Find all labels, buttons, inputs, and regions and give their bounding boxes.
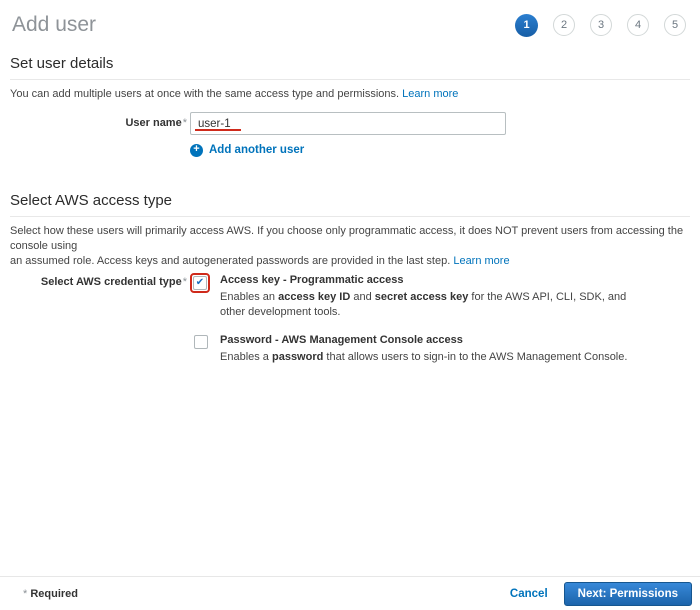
cancel-button[interactable]: Cancel <box>509 587 548 600</box>
section-user-details <box>10 54 690 157</box>
credential-type-row <box>10 273 690 378</box>
username-input-wrap <box>190 112 506 135</box>
wizard-footer <box>0 576 700 610</box>
check-icon: ✔ <box>195 276 205 288</box>
required-note <box>22 588 510 600</box>
access-key-checkbox[interactable] <box>193 276 207 290</box>
section-access-type <box>10 191 690 378</box>
option-password-title: Password - AWS Management Console access <box>220 333 463 346</box>
desc-text-bold: access key ID <box>278 290 351 303</box>
user-details-description <box>10 87 690 102</box>
username-row <box>10 112 690 135</box>
credential-options <box>190 273 627 378</box>
learn-more-link-user-details[interactable]: Learn more <box>402 88 459 100</box>
desc-text: for the AWS API, CLI, SDK, and <box>468 290 627 303</box>
annotation-box <box>190 273 210 293</box>
username-label <box>10 112 187 135</box>
option-access-key-description <box>220 290 626 320</box>
section-divider <box>10 216 690 217</box>
desc-text: and <box>350 290 375 303</box>
access-type-heading: Select AWS access type <box>10 191 173 209</box>
step-3: 3 <box>590 14 612 36</box>
required-asterisk: * <box>182 275 187 288</box>
section-divider <box>10 79 690 80</box>
username-input[interactable] <box>190 112 506 135</box>
required-asterisk: * <box>182 117 187 129</box>
password-checkbox[interactable] <box>194 335 208 349</box>
plus-circle-icon: + <box>190 144 203 157</box>
desc-text: other development tools. <box>220 305 341 318</box>
add-another-user-link[interactable] <box>190 144 304 157</box>
checkbox-column <box>190 273 220 320</box>
step-1-active: 1 <box>515 14 538 37</box>
page-title: Add user <box>12 13 97 36</box>
step-indicator <box>515 14 686 37</box>
page-header <box>10 10 690 38</box>
user-details-heading: Set user details <box>10 55 114 72</box>
add-another-user-label: Add another user <box>209 144 305 156</box>
option-password-description <box>220 350 627 365</box>
desc-text: Enables an <box>220 290 279 303</box>
learn-more-link-access-type[interactable]: Learn more <box>453 254 510 267</box>
next-permissions-button[interactable]: Next: Permissions <box>564 582 692 606</box>
desc-text-bold: password <box>271 350 324 363</box>
step-4: 4 <box>627 14 649 36</box>
desc-text-bold: secret access key <box>374 290 469 303</box>
required-note-label: Required <box>30 587 79 600</box>
checkbox-column <box>190 333 220 365</box>
step-2: 2 <box>553 14 575 36</box>
user-details-description-text: You can add multiple users at once with the same access type and permissions. <box>10 88 400 100</box>
access-type-description-line1: Select how these users will primarily access AWS. If you choose only programmatic access, it does NOT prevent users from accessing the console using <box>10 224 684 252</box>
add-another-row <box>190 143 690 157</box>
option-access-key <box>190 273 627 320</box>
access-type-description <box>10 224 690 269</box>
access-type-description-line2: an assumed role. Access keys and autogenerated passwords are provided in the last step. <box>10 254 451 267</box>
desc-text: Enables a <box>220 350 272 363</box>
annotation-underline <box>195 129 241 131</box>
option-access-key-body <box>220 273 626 320</box>
option-password <box>190 333 627 365</box>
step-5: 5 <box>664 14 686 36</box>
desc-text: that allows users to sign-in to the AWS Management Console. <box>323 350 628 363</box>
credential-type-label <box>10 273 187 378</box>
credential-type-label-text: Select AWS credential type <box>40 275 182 288</box>
username-label-text: User name <box>125 117 182 129</box>
option-password-body <box>220 333 627 365</box>
required-asterisk: * <box>23 587 28 600</box>
option-access-key-title: Access key - Programmatic access <box>220 273 404 286</box>
